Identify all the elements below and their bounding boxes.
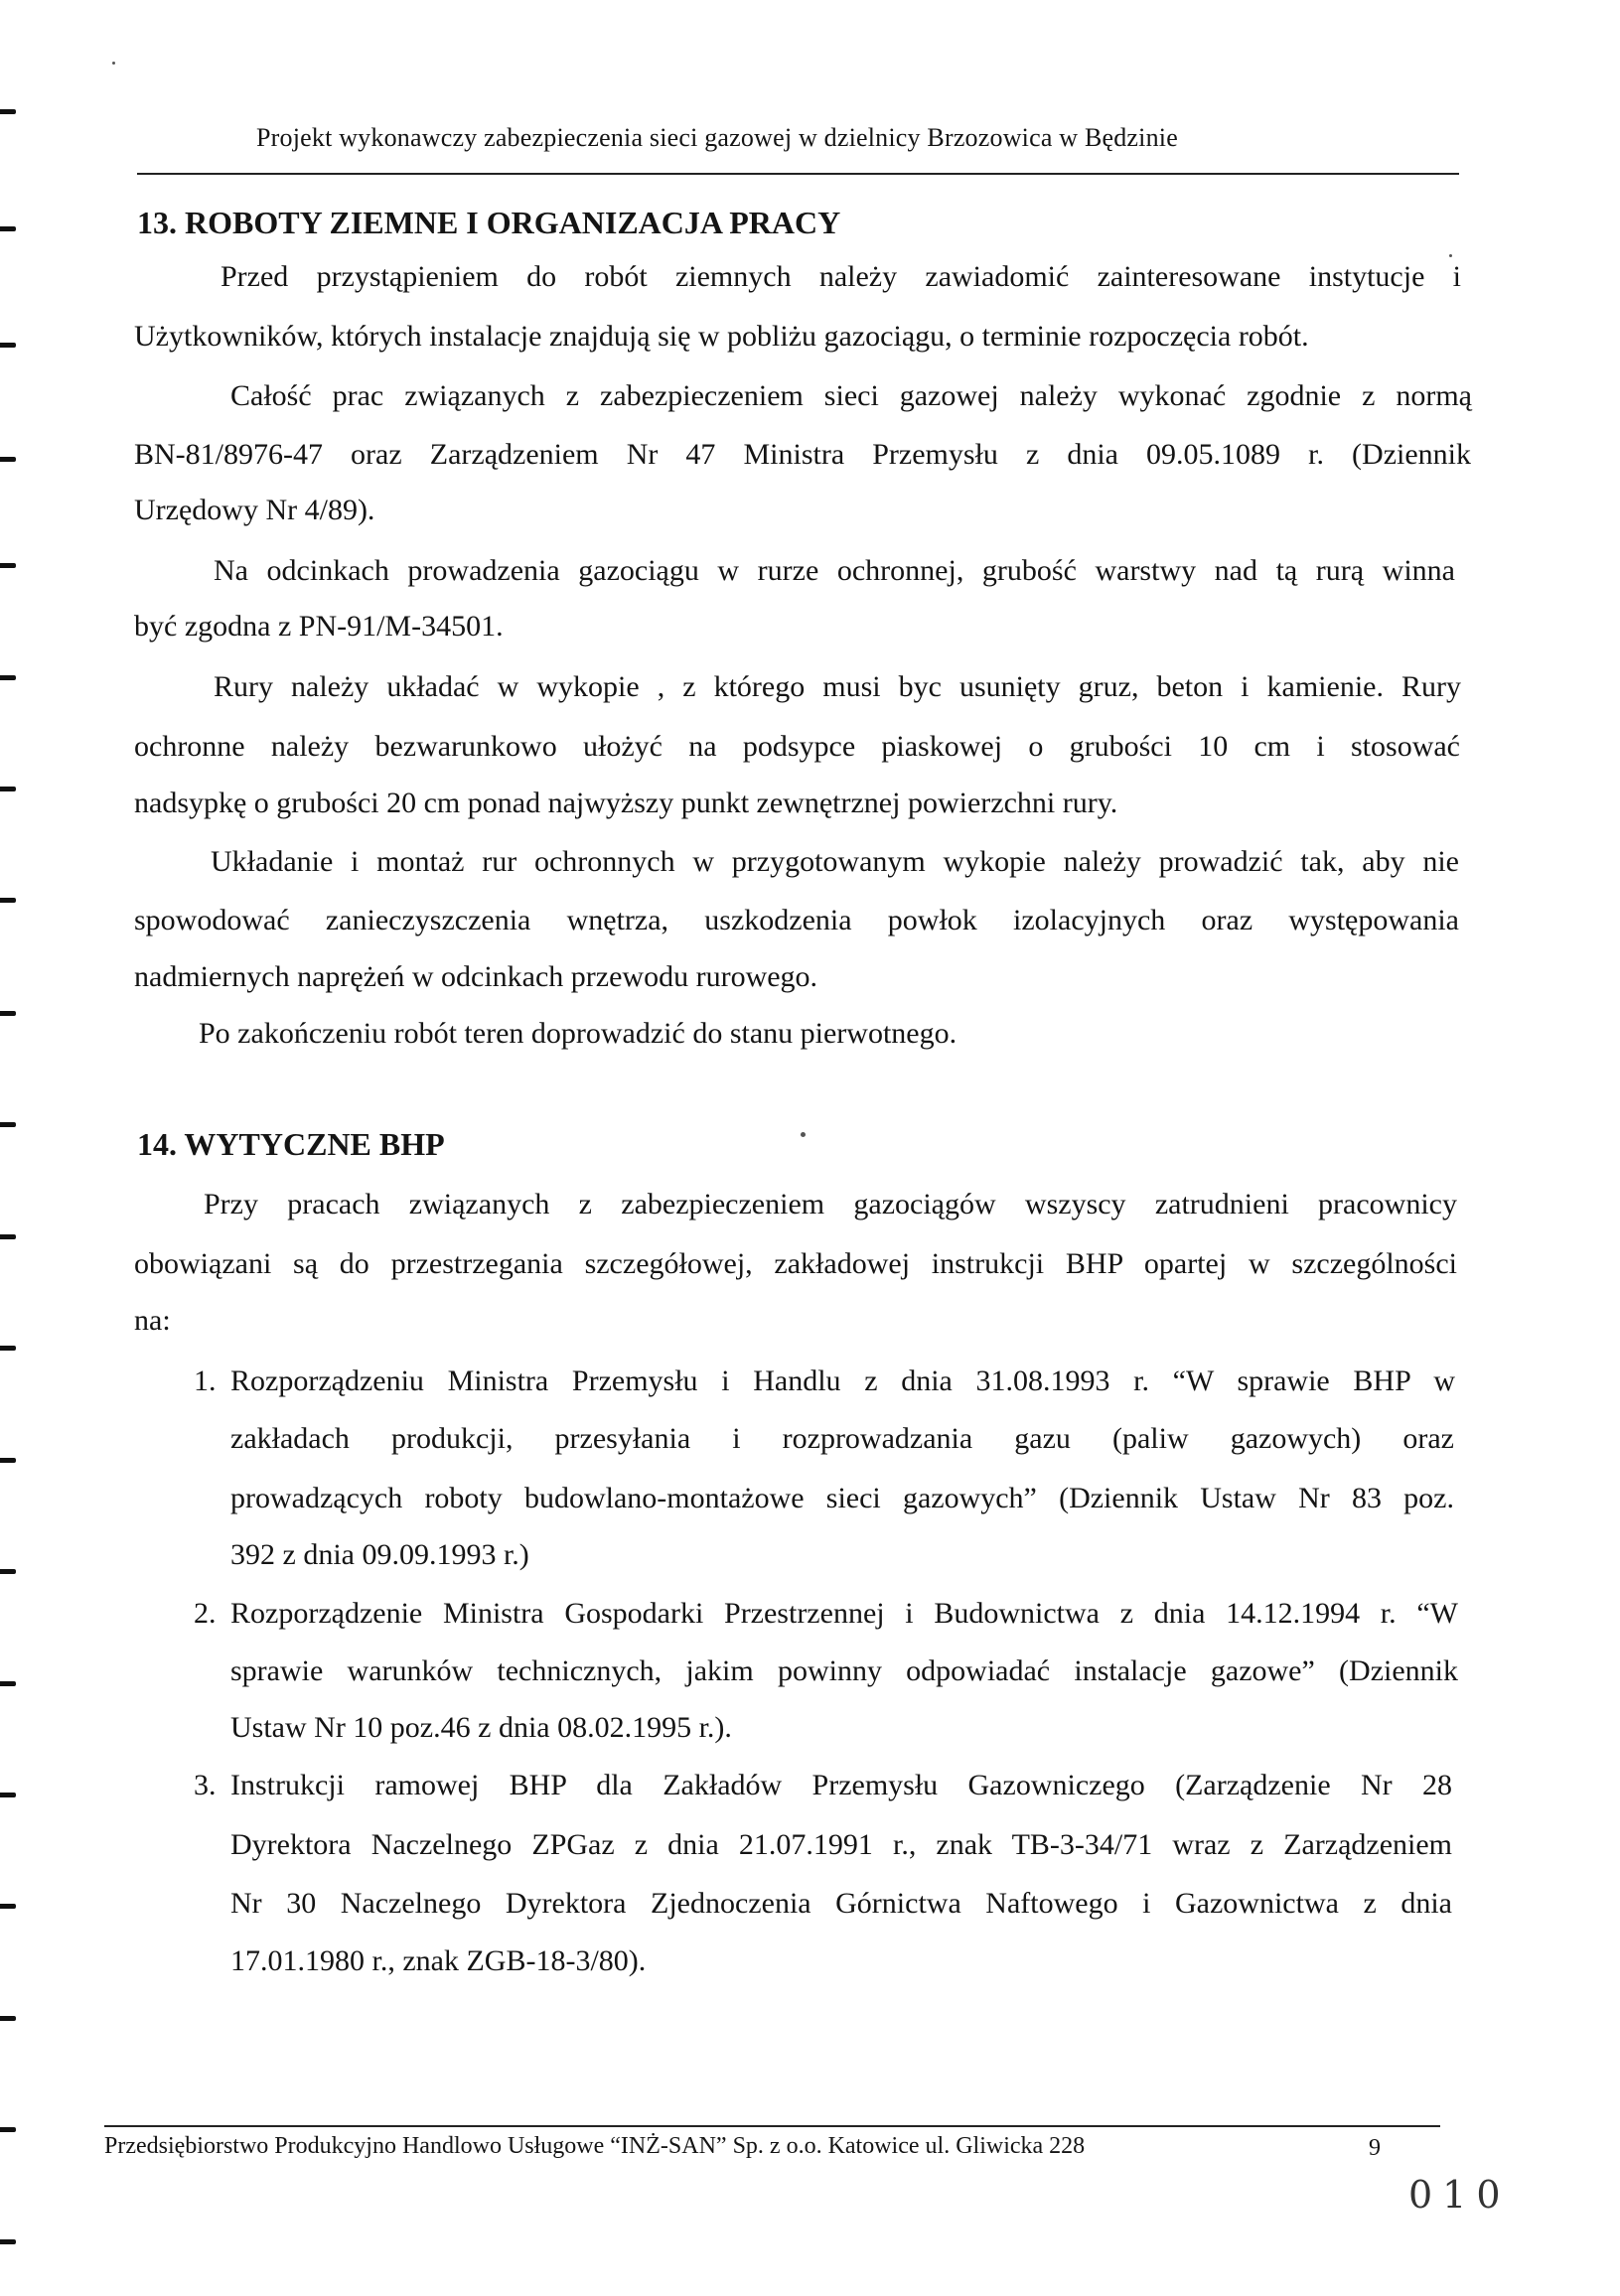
scan-speck	[801, 1132, 806, 1137]
footer-divider	[104, 2125, 1440, 2127]
paragraph-line: obowiązani są do przestrzegania szczegółowej, zakładowej instrukcji BHP opartej w szczególności	[134, 1247, 1457, 1280]
list-item-number: 2.	[194, 1597, 217, 1630]
paragraph-line: nadmiernych naprężeń w odcinkach przewodu rurowego.	[134, 960, 818, 993]
paragraph-line: Przed przystąpieniem do robót ziemnych należy zawiadomić zainteresowane instytucje i	[221, 260, 1461, 293]
paragraph-line: nadsypkę o grubości 20 cm ponad najwyższy punkt zewnętrznej powierzchni rury.	[134, 787, 1118, 819]
binding-hole-mark	[0, 1681, 16, 1686]
paragraph-line: być zgodna z PN-91/M-34501.	[134, 610, 504, 643]
paragraph-line: Przy pracach związanych z zabezpieczeniem gazociągów wszyscy zatrudnieni pracownicy	[204, 1188, 1457, 1220]
page-number: 9	[1369, 2135, 1381, 2161]
list-item-number: 1.	[194, 1364, 217, 1397]
list-item-number: 3.	[194, 1769, 217, 1801]
paragraph-line: spowodować zanieczyszczenia wnętrza, uszkodzenia powłok izolacyjnych oraz występowania	[134, 904, 1459, 936]
list-item-line: sprawie warunków technicznych, jakim powinny odpowiadać instalacje gazowe” (Dziennik	[230, 1654, 1458, 1687]
list-item-line: Rozporządzeniu Ministra Przemysłu i Handlu z dnia 31.08.1993 r. “W sprawie BHP w	[230, 1364, 1455, 1397]
binding-hole-mark	[0, 226, 16, 231]
paragraph-line: Po zakończeniu robót teren doprowadzić do stanu pierwotnego.	[199, 1017, 957, 1050]
list-item-line: prowadzących roboty budowlano-montażowe sieci gazowych” (Dziennik Ustaw Nr 83 poz.	[230, 1482, 1454, 1514]
paragraph-line: Użytkowników, których instalacje znajdują się w pobliżu gazociągu, o terminie rozpoczęcia robót.	[134, 320, 1309, 353]
paragraph-line: Urzędowy Nr 4/89).	[134, 494, 375, 526]
list-item-line: zakładach produkcji, przesyłania i rozprowadzania gazu (paliw gazowych) oraz	[230, 1422, 1454, 1455]
section-13-title: 13. ROBOTY ZIEMNE I ORGANIZACJA PRACY	[137, 205, 841, 240]
binding-hole-mark	[0, 675, 16, 680]
binding-hole-mark	[0, 1569, 16, 1574]
binding-hole-mark	[0, 898, 16, 903]
list-item-line: Dyrektora Naczelnego ZPGaz z dnia 21.07.1991 r., znak TB-3-34/71 wraz z Zarządzeniem	[230, 1828, 1452, 1861]
paragraph-line: Rury należy układać w wykopie , z którego musi byc usunięty gruz, beton i kamienie. Rury	[214, 670, 1461, 703]
binding-hole-mark	[0, 1346, 16, 1351]
binding-hole-mark	[0, 1011, 16, 1016]
binding-hole-mark	[0, 1122, 16, 1127]
page-stamp-number: 010	[1408, 2173, 1511, 2217]
paragraph-line: Na odcinkach prowadzenia gazociągu w rurze ochronnej, grubość warstwy nad tą rurą winna	[214, 554, 1455, 587]
binding-hole-mark	[0, 787, 16, 791]
binding-hole-mark	[0, 2239, 16, 2244]
binding-hole-mark	[0, 2016, 16, 2021]
scan-speck	[1449, 254, 1452, 257]
paragraph-line: na:	[134, 1304, 171, 1337]
scan-speck	[112, 62, 115, 65]
paragraph-line: BN-81/8976-47 oraz Zarządzeniem Nr 47 Ministra Przemysłu z dnia 09.05.1089 r. (Dziennik	[134, 438, 1471, 471]
paragraph-line: ochronne należy bezwarunkowo ułożyć na podsypce piaskowej o grubości 10 cm i stosować	[134, 730, 1460, 763]
paragraph-line: Układanie i montaż rur ochronnych w przygotowanym wykopie należy prowadzić tak, aby nie	[211, 845, 1459, 878]
list-item-line: Instrukcji ramowej BHP dla Zakładów Przemysłu Gazowniczego (Zarządzenie Nr 28	[230, 1769, 1452, 1801]
page-header: Projekt wykonawczy zabezpieczenia sieci gazowej w dzielnicy Brzozowica w Będzinie	[256, 123, 1178, 152]
list-item-line: 17.01.1980 r., znak ZGB-18-3/80).	[230, 1944, 647, 1977]
binding-hole-mark	[0, 343, 16, 348]
binding-hole-mark	[0, 1793, 16, 1797]
list-item-line: Rozporządzenie Ministra Gospodarki Przestrzennej i Budownictwa z dnia 14.12.1994 r. “W	[230, 1597, 1458, 1630]
binding-hole-mark	[0, 1234, 16, 1239]
list-item-line: 392 z dnia 09.09.1993 r.)	[230, 1538, 529, 1571]
list-item-line: Nr 30 Naczelnego Dyrektora Zjednoczenia Górnictwa Naftowego i Gazownictwa z dnia	[230, 1887, 1452, 1920]
paragraph-line: Całość prac związanych z zabezpieczeniem sieci gazowej należy wykonać zgodnie z normą	[230, 379, 1472, 412]
binding-hole-mark	[0, 1904, 16, 1909]
binding-hole-mark	[0, 1458, 16, 1463]
binding-hole-mark	[0, 109, 16, 114]
binding-hole-mark	[0, 2127, 16, 2132]
binding-hole-mark	[0, 563, 16, 568]
binding-hole-mark	[0, 457, 16, 462]
page-footer: Przedsiębiorstwo Produkcyjno Handlowo Usługowe “INŻ-SAN” Sp. z o.o. Katowice ul. Gliwicka 228	[104, 2133, 1086, 2159]
list-item-line: Ustaw Nr 10 poz.46 z dnia 08.02.1995 r.).	[230, 1711, 732, 1744]
header-divider	[137, 173, 1459, 175]
section-14-title: 14. WYTYCZNE BHP	[137, 1126, 445, 1162]
